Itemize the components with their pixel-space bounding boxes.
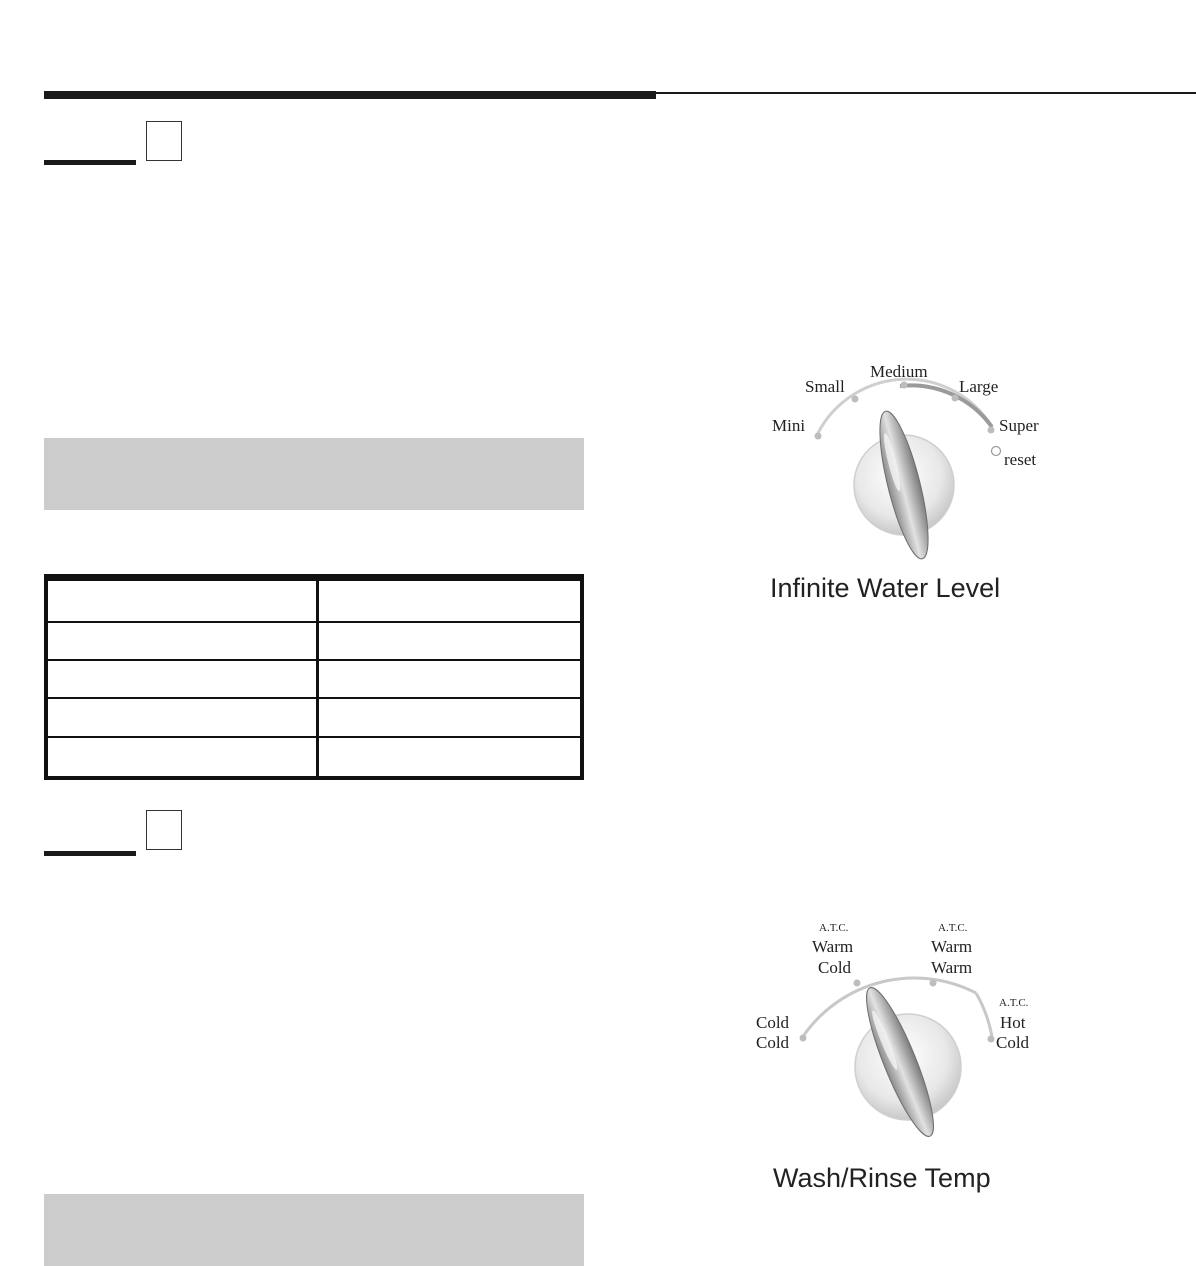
water-level-reset: reset bbox=[1004, 450, 1037, 469]
table-row-divider bbox=[48, 736, 580, 738]
wash-temp-atc-label: A.T.C. bbox=[938, 922, 968, 934]
settings-table bbox=[44, 574, 584, 780]
note-box bbox=[44, 438, 584, 510]
wash-temp-knob[interactable] bbox=[750, 920, 1060, 1205]
header-rule-thin bbox=[656, 92, 1196, 94]
wash-temp-atc-label: A.T.C. bbox=[999, 997, 1029, 1009]
step-number-box bbox=[146, 810, 182, 850]
water-level-option: Mini bbox=[772, 416, 806, 435]
wash-temp-option-line1: Warm bbox=[931, 937, 973, 956]
step-number-box bbox=[146, 121, 182, 161]
table-row-divider bbox=[48, 659, 580, 661]
water-level-option: Small bbox=[805, 377, 845, 396]
water-level-option: Super bbox=[999, 416, 1039, 435]
note-box bbox=[44, 1194, 584, 1266]
wash-temp-option-line1: Hot bbox=[1000, 1013, 1026, 1032]
table-row-divider bbox=[48, 621, 580, 623]
wash-temp-option-line2: Cold bbox=[756, 1033, 790, 1052]
wash-temp-option-line2: Cold bbox=[996, 1033, 1030, 1052]
step-underline bbox=[44, 160, 136, 165]
table-row-divider bbox=[48, 697, 580, 699]
wash-temp-title: Wash/Rinse Temp bbox=[773, 1163, 991, 1193]
header-rule-thick bbox=[44, 91, 656, 99]
table-column-divider bbox=[316, 581, 319, 776]
wash-temp-option-line2: Cold bbox=[818, 958, 852, 977]
wash-temp-atc-label: A.T.C. bbox=[819, 922, 849, 934]
water-level-option: Medium bbox=[870, 362, 928, 381]
wash-temp-option-line2: Warm bbox=[931, 958, 973, 977]
water-level-title: Infinite Water Level bbox=[770, 573, 1001, 603]
wash-temp-option-line1: Cold bbox=[756, 1013, 790, 1032]
water-level-option: Large bbox=[959, 377, 999, 396]
water-level-knob[interactable] bbox=[760, 355, 1060, 615]
step-underline bbox=[44, 851, 136, 856]
wash-temp-option-line1: Warm bbox=[812, 937, 854, 956]
